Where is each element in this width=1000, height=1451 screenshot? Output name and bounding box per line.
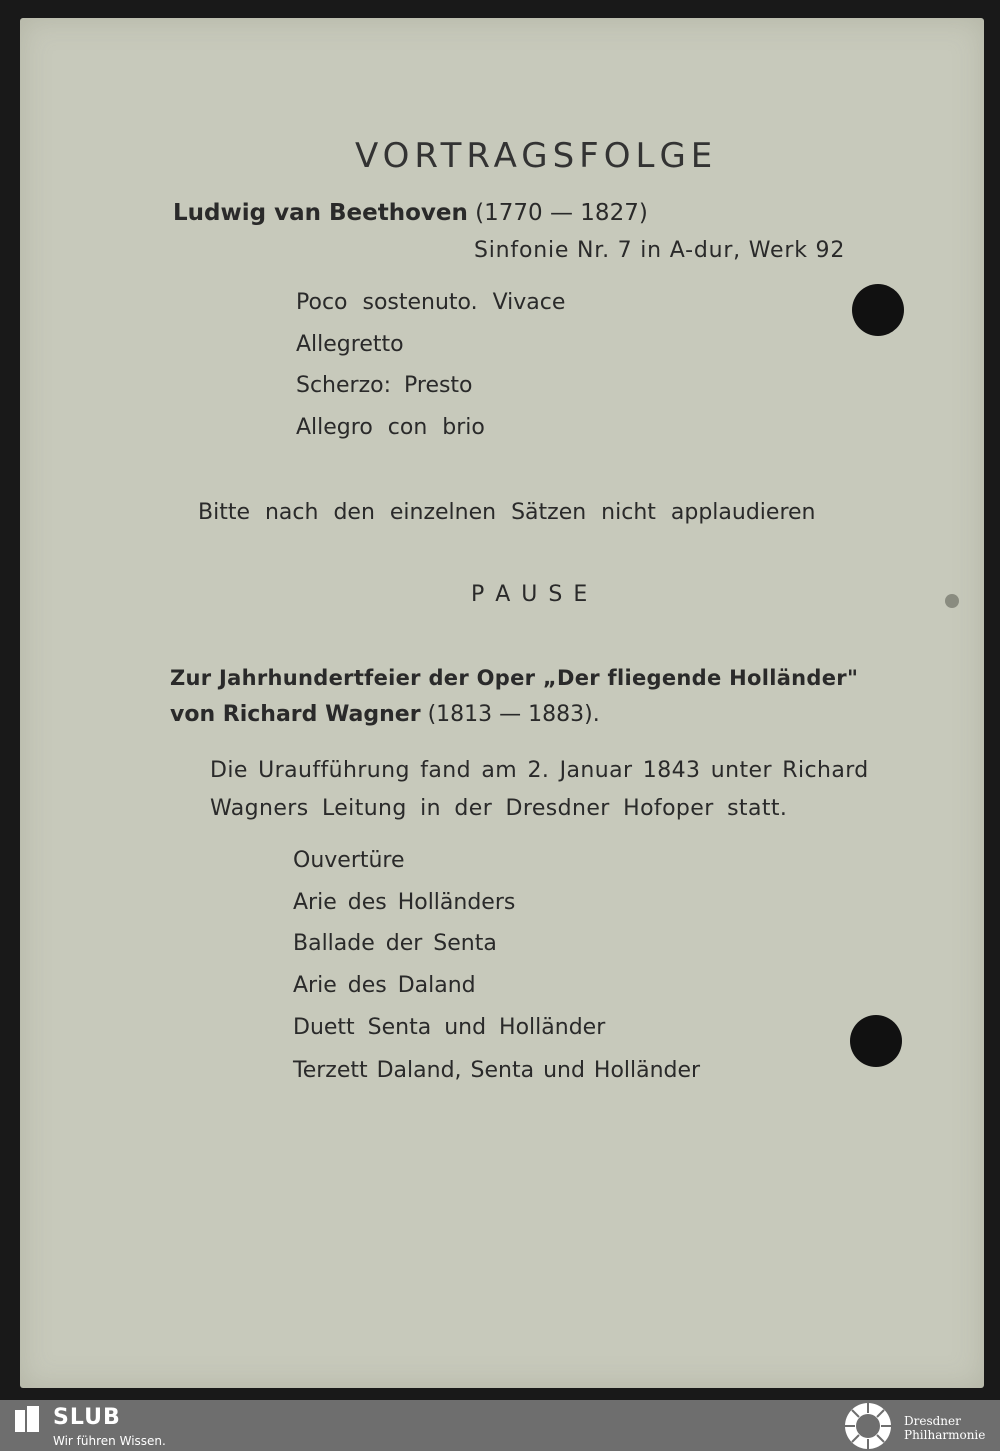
- punch-hole-bottom: [850, 1015, 902, 1067]
- philharmonie-line1: Dresdner: [904, 1414, 961, 1428]
- movement-2: Allegretto: [296, 332, 404, 357]
- wagner-title-line1: Zur Jahrhundertfeier der Oper „Der fliegende Holländer": [170, 666, 859, 690]
- premiere-info-line1: Die Uraufführung fand am 2. Januar 1843 unter Richard: [210, 758, 869, 783]
- opera-piece-3: Ballade der Senta: [293, 931, 497, 956]
- program-page: [20, 18, 984, 1388]
- slub-logo-icon: [12, 1404, 42, 1434]
- slub-brand: SLUB: [53, 1405, 121, 1430]
- footer-bar: [0, 1400, 1000, 1451]
- composer-name: Ludwig van Beethoven: [173, 200, 468, 226]
- program-heading: VORTRAGSFOLGE: [355, 136, 718, 176]
- opera-piece-5: Duett Senta und Holländer: [293, 1015, 606, 1040]
- paper-speck: [945, 594, 959, 608]
- applause-note: Bitte nach den einzelnen Sätzen nicht applaudieren: [198, 500, 816, 525]
- composer-beethoven: [173, 200, 648, 226]
- movement-4: Allegro con brio: [296, 415, 485, 440]
- philharmonie-line2: Philharmonie: [904, 1428, 986, 1442]
- work-title: Sinfonie Nr. 7 in A-dur, Werk 92: [474, 238, 846, 263]
- wagner-years: (1813 — 1883).: [427, 702, 600, 727]
- composer-years: (1770 — 1827): [475, 200, 648, 226]
- philharmonie-logo-icon: [843, 1401, 893, 1451]
- premiere-info-line2: Wagners Leitung in der Dresdner Hofoper statt.: [210, 796, 788, 821]
- slub-tagline: Wir führen Wissen.: [53, 1434, 166, 1448]
- punch-hole-top: [852, 284, 904, 336]
- opera-piece-2: Arie des Holländers: [293, 890, 516, 915]
- movement-3: Scherzo: Presto: [296, 373, 473, 398]
- wagner-title-line2: [170, 702, 600, 727]
- opera-piece-6: Terzett Daland, Senta und Holländer: [293, 1058, 701, 1083]
- opera-piece-1: Ouvertüre: [293, 848, 405, 873]
- opera-piece-4: Arie des Daland: [293, 973, 476, 998]
- movement-1: Poco sostenuto. Vivace: [296, 290, 566, 315]
- intermission-label: P A U S E: [471, 582, 590, 607]
- wagner-name: von Richard Wagner: [170, 702, 421, 727]
